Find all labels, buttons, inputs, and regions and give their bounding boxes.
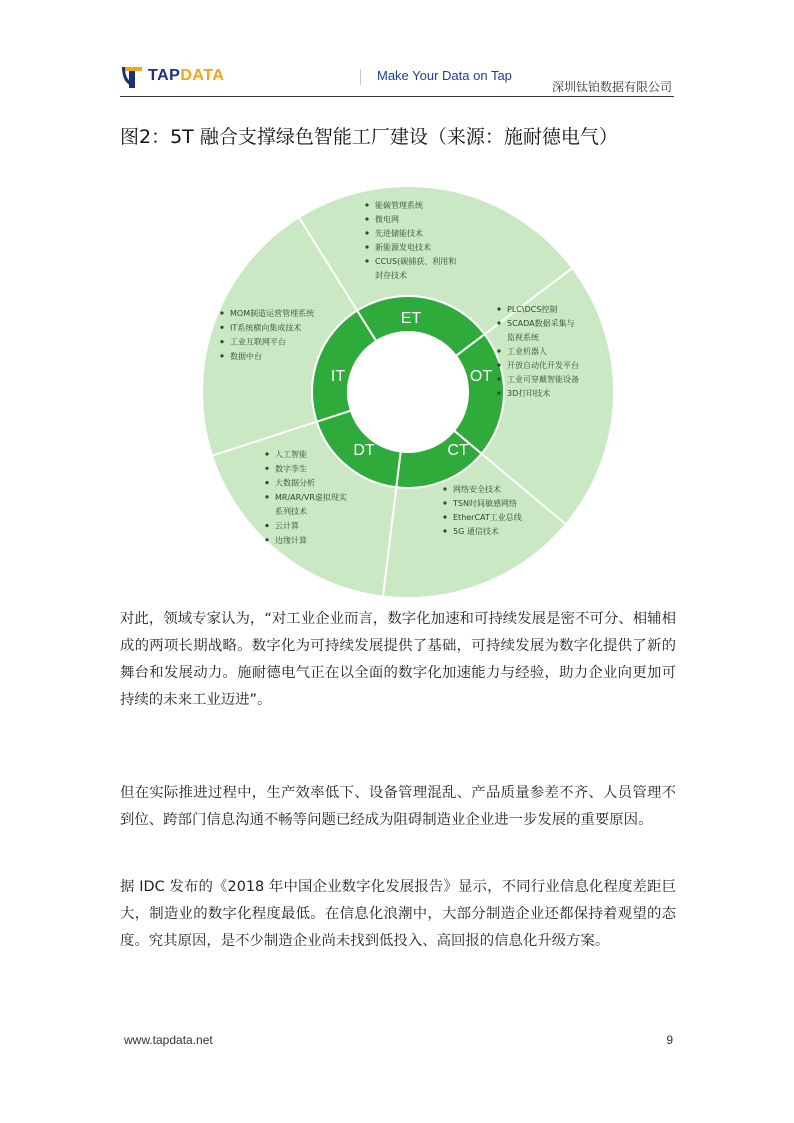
bullet-icon (443, 529, 446, 532)
figure-title: 图2：5T 融合支撑绿色智能工厂建设（来源：施耐德电气） (120, 126, 618, 148)
company-name: 深圳钛铂数据有限公司 (551, 80, 672, 94)
bullet-icon (443, 487, 446, 490)
bullet-icon (443, 501, 446, 504)
item-dt: MR/AR/VR虚拟现实 (275, 492, 347, 502)
item-ot: PLC\DCS控制 (507, 305, 558, 314)
bullet-icon (265, 524, 268, 527)
segment-label-ct: CT (447, 442, 469, 459)
bullet-icon (497, 363, 500, 366)
bullet-icon (365, 245, 368, 248)
item-ot: 监视系统 (507, 333, 539, 342)
bullet-icon (265, 467, 268, 470)
segment-label-ot: OT (469, 368, 493, 385)
bullet-icon (497, 377, 500, 380)
item-et: 能碳管理系统 (375, 201, 423, 210)
item-it: MOM制造运营管理系统 (230, 309, 315, 318)
item-et: 封存技术 (375, 271, 407, 280)
item-et: 微电网 (375, 215, 399, 224)
paragraph-3: 据 IDC 发布的《2018 年中国企业数字化发展报告》显示，不同行业信息化程度差距巨大，制造业的数字化程度最低。在信息化浪潮中，大部分制造企业还都保持着观望的态度。究其原因，是不少制造企业尚未找到低投入、高回报的信息化升级方案。 (120, 879, 676, 949)
item-ot: 开放自动化开发平台 (507, 361, 579, 370)
bullet-icon (497, 349, 500, 352)
segment-label-it: IT (330, 368, 346, 385)
paragraph-1: 对此，领域专家认为，“对工业企业而言，数字化加速和可持续发展是密不可分、相辅相成的两项长期战略。数字化为可持续发展提供了基础，可持续发展为数字化提供了新的舞台和发展动力。施耐德电气正在以全面的数字化加速能力与经验，助力企业向更加可持续的未来工业迈进”。 (120, 611, 676, 708)
page-header (120, 62, 674, 98)
bullet-icon (220, 326, 223, 329)
bullet-icon (365, 203, 368, 206)
tapdata-logo-icon (120, 64, 144, 90)
item-dt: 数字孪生 (275, 464, 307, 474)
page-number: 9 (666, 1033, 673, 1047)
bullet-icon (365, 259, 368, 262)
item-et: 先进储能技术 (375, 229, 423, 238)
bullet-icon (265, 481, 268, 484)
logo-text-main: TAP (148, 67, 181, 84)
5t-diagram (197, 180, 617, 605)
item-dt: 人工智能 (275, 450, 307, 459)
item-dt: 大数据分析 (275, 478, 315, 488)
item-dt: 系列技术 (275, 507, 307, 517)
item-ct: 网络安全技术 (453, 485, 501, 494)
bullet-icon (220, 340, 223, 343)
item-et: CCUS(碳捕获、利用和 (375, 257, 457, 266)
item-ot: SCADA数据采集与 (507, 319, 575, 328)
item-ot: 工业可穿戴智能设备 (507, 375, 579, 384)
segment-label-dt: DT (353, 442, 375, 459)
item-it: 工业互联网平台 (230, 337, 286, 347)
bullet-icon (265, 538, 268, 541)
bullet-icon (220, 354, 223, 357)
tagline: Make Your Data on Tap (377, 68, 512, 83)
item-ot: 3D打印技术 (507, 389, 551, 398)
logo-text-accent: DATA (180, 67, 225, 84)
bullet-icon (365, 231, 368, 234)
footer-url[interactable]: www.tapdata.net (124, 1033, 213, 1047)
bullet-icon (265, 495, 268, 498)
bullet-icon (365, 217, 368, 220)
bullet-icon (443, 515, 446, 518)
item-ct: EtherCAT工业总线 (453, 513, 522, 522)
item-ct: 5G 通信技术 (453, 527, 499, 536)
logo-wordmark (148, 67, 224, 85)
item-it: IT系统横向集成技术 (230, 323, 302, 333)
item-it: 数据中台 (230, 351, 262, 361)
bullet-icon (265, 452, 268, 455)
paragraph-2: 但在实际推进过程中，生产效率低下、设备管理混乱、产品质量参差不齐、人员管理不到位、跨部门信息沟通不畅等问题已经成为阻碍制造业企业进一步发展的重要原因。 (120, 785, 676, 828)
bullet-icon (497, 391, 500, 394)
item-dt: 边缘计算 (275, 535, 307, 545)
item-dt: 云计算 (275, 521, 299, 531)
item-ct: TSN时间敏感网络 (453, 499, 517, 508)
header-rule (120, 96, 674, 97)
bullet-icon (497, 307, 500, 310)
header-divider (360, 69, 361, 85)
item-et: 新能源发电技术 (375, 243, 431, 252)
item-ot: 工业机器人 (507, 347, 547, 356)
bullet-icon (220, 311, 223, 314)
segment-label-et: ET (400, 310, 422, 327)
bullet-icon (497, 321, 500, 324)
